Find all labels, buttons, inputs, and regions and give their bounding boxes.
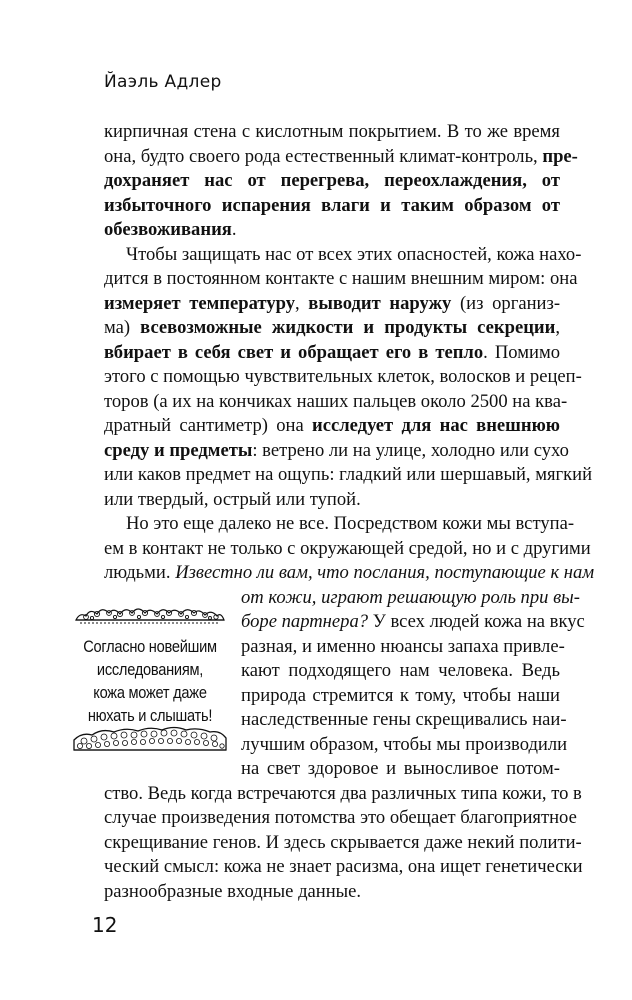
text-run: пре- xyxy=(542,145,578,167)
text-line xyxy=(104,781,582,807)
text-line xyxy=(241,658,560,684)
text-run: кирпичная стена с кислотным покрытием. В то же время xyxy=(104,121,560,142)
text-run: на свет здоровое и выносливое потом- xyxy=(241,758,560,779)
text-run: она, будто своего рода естественный климат-контроль, xyxy=(104,145,543,167)
text-line xyxy=(104,805,577,831)
text-run: ма) xyxy=(104,317,141,338)
text-line xyxy=(104,487,560,513)
text-run: или каков предмет на ощупь: гладкий или шершавый, мягкий xyxy=(104,464,593,485)
text-line xyxy=(241,634,565,660)
text-run: ем в контакт не только с окружающей средой, но и с другими xyxy=(104,537,591,559)
text-line xyxy=(241,683,560,709)
text-run: разная, и именно нюансы запаха привле- xyxy=(241,635,565,657)
skin-tissue-layer-icon xyxy=(70,720,230,754)
text-line xyxy=(104,854,583,880)
text-line xyxy=(104,413,560,439)
text-run: вбирает в себя свет и обращает его в тепло xyxy=(104,341,484,363)
page-number: 12 xyxy=(92,913,118,937)
text-line xyxy=(104,168,560,194)
text-run: . Помимо xyxy=(483,341,561,363)
text-line xyxy=(104,560,595,586)
text-line xyxy=(104,364,582,390)
skin-cell-layer-icon xyxy=(70,598,230,628)
text-run: Известно ли вам, что послания, поступающие к нам xyxy=(175,562,595,583)
text-line xyxy=(104,144,578,170)
text-run: боре партнера? xyxy=(241,611,369,632)
text-run: лучшим образом, чтобы мы производили xyxy=(241,733,568,755)
text-line xyxy=(104,340,560,366)
text-run: : ветрено ли на улице, холодно или сухо xyxy=(252,439,569,461)
text-run: торов (а их на кончиках наших пальцев около 2500 на ква- xyxy=(104,390,568,412)
text-run: измеряет температуру xyxy=(104,292,296,314)
text-run: разнообразные входные данные. xyxy=(104,880,362,902)
text-run: всевозможные жидкости и продукты секреции xyxy=(140,317,556,338)
text-run: избыточного испарения влаги и таким образом от xyxy=(104,194,560,216)
text-run: от кожи, играют решающую роль при вы- xyxy=(241,586,580,608)
text-run: кают подходящего нам человека. Ведь xyxy=(241,660,560,681)
text-line xyxy=(104,193,560,219)
text-line xyxy=(104,266,578,292)
text-line xyxy=(104,830,582,856)
text-line xyxy=(104,536,591,562)
sidebar-callout xyxy=(70,598,230,750)
text-run: дохраняет нас от перегрева, переохлаждения, от xyxy=(104,170,560,191)
text-run: Чтобы защищать нас от всех этих опасностей, кожа нахо- xyxy=(126,243,582,265)
text-run: У всех людей кожа на вкус xyxy=(368,611,585,632)
text-line xyxy=(104,511,575,537)
text-line xyxy=(104,242,582,268)
text-run: (из организ- xyxy=(451,292,561,314)
text-line xyxy=(241,756,560,782)
text-run: людьми. xyxy=(104,562,176,583)
text-run: или твердый, острый или тупой. xyxy=(104,488,361,510)
text-run: . xyxy=(231,219,237,240)
text-line xyxy=(104,119,560,145)
text-line xyxy=(104,462,593,488)
text-run: ческий смысл: кожа не знает расизма, она ищет генетически xyxy=(104,856,583,877)
text-run: , xyxy=(555,317,561,338)
text-line xyxy=(104,315,560,341)
text-run: случае произведения потомства это обещает благоприятное xyxy=(104,807,577,828)
text-run: обезвоживания xyxy=(104,219,232,240)
running-head: Йаэль Адлер xyxy=(104,72,222,92)
text-run: природа стремится к тому, чтобы наши xyxy=(241,684,560,706)
text-run: Но это еще далеко не все. Посредством кожи мы вступа- xyxy=(126,513,575,534)
text-line xyxy=(241,609,585,635)
text-run: дратный сантиметр) она xyxy=(104,415,312,436)
text-run: выводит наружу xyxy=(308,292,452,314)
text-line xyxy=(104,217,560,243)
text-run: скрещивание генов. И здесь скрывается даже некий полити- xyxy=(104,831,582,853)
text-run: ство. Ведь когда встречаются два различных типа кожи, то в xyxy=(104,782,582,804)
text-line xyxy=(104,389,568,415)
text-run: наследственные гены скрещивались наи- xyxy=(241,709,567,730)
text-line xyxy=(241,585,580,611)
text-run: среду и предметы xyxy=(104,439,253,461)
sidebar-callout-text: Согласно новейшим исследованиям, кожа может даже нюхать и слышать! xyxy=(83,637,217,725)
text-run: дится в постоянном контакте с нашим внешним миром: она xyxy=(104,268,578,289)
text-line xyxy=(104,438,569,464)
text-line xyxy=(104,291,560,317)
text-run: , xyxy=(295,292,309,314)
text-line xyxy=(241,732,568,758)
text-line xyxy=(241,707,567,733)
text-run: этого с помощью чувствительных клеток, волосков и рецеп- xyxy=(104,366,582,387)
text-run: исследует для нас внешнюю xyxy=(312,415,560,436)
text-line xyxy=(104,879,560,905)
